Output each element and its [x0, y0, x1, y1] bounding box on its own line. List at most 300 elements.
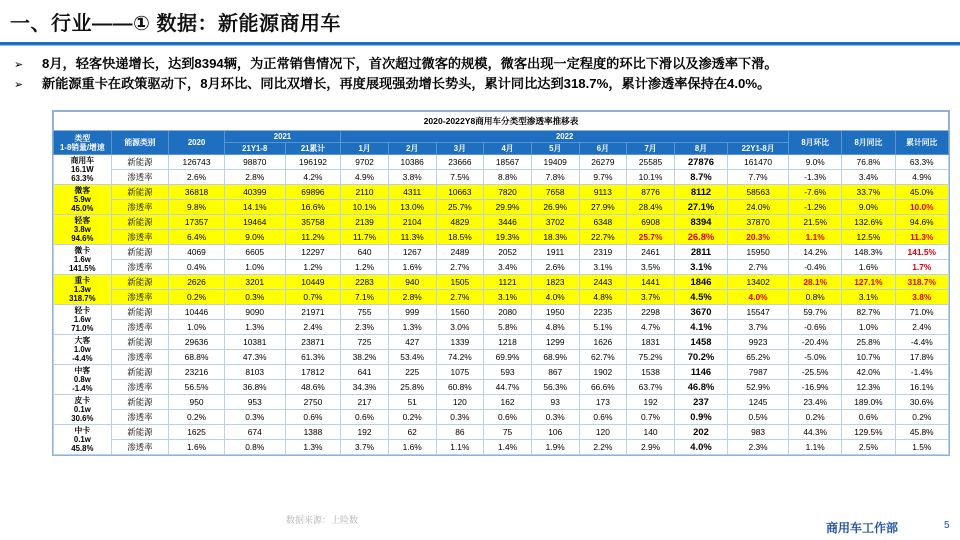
table-cell: 21971 — [285, 305, 340, 320]
table-cell: 2.4% — [285, 320, 340, 335]
table-cell: 25.8% — [842, 335, 895, 350]
table-row — [54, 185, 949, 200]
table-cell: 68.8% — [169, 350, 224, 365]
table-row — [54, 215, 949, 230]
table-cell: 953 — [224, 395, 285, 410]
table-cell: 70.2% — [674, 350, 727, 365]
table-cell: 1.6% — [388, 440, 436, 455]
table-cell: 141.5% — [895, 245, 948, 260]
table-cell: 25.7% — [627, 230, 675, 245]
table-cell: 17.8% — [895, 350, 948, 365]
table-cell: 38.2% — [341, 350, 389, 365]
table-cell: 0.6% — [484, 410, 532, 425]
table-cell: 47.3% — [224, 350, 285, 365]
bullet-text-1: 8月，轻客快递增长，达到8394辆，为正常销售情况下，首次超过微客的规模，微客出现一定程度的环比下滑以及渗透率下滑。 — [42, 56, 778, 71]
header-2022: 2022 — [341, 131, 789, 143]
table-cell: 14.1% — [224, 200, 285, 215]
page-title: 一、行业——① 数据：新能源商用车 — [10, 13, 341, 35]
table-cell: -0.6% — [789, 320, 842, 335]
table-cell: 1.1% — [436, 440, 484, 455]
table-cell: 2.6% — [169, 170, 224, 185]
table-cell: 2139 — [341, 215, 389, 230]
table-cell: 4829 — [436, 215, 484, 230]
table-cell: 7.1% — [341, 290, 389, 305]
table-cell: -7.6% — [789, 185, 842, 200]
table-cell: 674 — [224, 425, 285, 440]
table-cell: 15950 — [728, 245, 789, 260]
table-cell: 10.7% — [842, 350, 895, 365]
table-cell: 9113 — [579, 185, 627, 200]
table-cell: 1.4% — [484, 440, 532, 455]
table-cell: 40399 — [224, 185, 285, 200]
table-cell: 4.0% — [531, 290, 579, 305]
row-energy-label: 渗透率 — [111, 230, 169, 245]
table-cell: 4.7% — [627, 320, 675, 335]
table-caption: 2020-2022Y8商用车分类型渗透率推移表 — [54, 112, 949, 131]
table-cell: 9.7% — [579, 170, 627, 185]
table-row — [54, 275, 949, 290]
data-source: 数据来源：上险数 — [286, 515, 359, 525]
table-cell: 11.2% — [285, 230, 340, 245]
table-cell: 6605 — [224, 245, 285, 260]
table-cell: 2319 — [579, 245, 627, 260]
row-energy-label: 渗透率 — [111, 440, 169, 455]
table-cell: -1.2% — [789, 200, 842, 215]
table-cell: 0.5% — [728, 410, 789, 425]
table-cell: 0.6% — [842, 410, 895, 425]
table-cell: 1121 — [484, 275, 532, 290]
table-cell: 1.9% — [531, 440, 579, 455]
table-cell: 1.3% — [285, 440, 340, 455]
table-cell: 75 — [484, 425, 532, 440]
table-cell: 19.3% — [484, 230, 532, 245]
table-cell: 237 — [674, 395, 727, 410]
table-row — [54, 440, 949, 455]
table-cell: 17357 — [169, 215, 224, 230]
table-cell: -20.4% — [789, 335, 842, 350]
table-cell: 1.1% — [789, 230, 842, 245]
table-cell: 5.1% — [579, 320, 627, 335]
row-energy-label: 新能源 — [111, 335, 169, 350]
table-cell: 1.1% — [789, 440, 842, 455]
table-cell: 29636 — [169, 335, 224, 350]
table-cell: 26.8% — [674, 230, 727, 245]
table-cell: 2.2% — [579, 440, 627, 455]
table-cell: 6348 — [579, 215, 627, 230]
table-cell: 3.7% — [341, 440, 389, 455]
table-cell: 42.0% — [842, 365, 895, 380]
table-cell: 58563 — [728, 185, 789, 200]
table-cell: 1339 — [436, 335, 484, 350]
table-cell: 10.0% — [895, 200, 948, 215]
table-cell: 75.2% — [627, 350, 675, 365]
header-type: 类型 1-8销量/增速 — [54, 131, 112, 155]
table-cell: 23871 — [285, 335, 340, 350]
table-cell: 28.1% — [789, 275, 842, 290]
table-cell: 2.9% — [627, 440, 675, 455]
table-cell: -16.9% — [789, 380, 842, 395]
table-cell: 1902 — [579, 365, 627, 380]
table-cell: 10446 — [169, 305, 224, 320]
table-cell: -0.4% — [789, 260, 842, 275]
table-cell: 3.1% — [484, 290, 532, 305]
table-cell: 4.8% — [579, 290, 627, 305]
bullet-item-2 — [14, 74, 778, 94]
table-cell: 2750 — [285, 395, 340, 410]
row-energy-label: 渗透率 — [111, 170, 169, 185]
table-cell: 9090 — [224, 305, 285, 320]
table-cell: 0.4% — [169, 260, 224, 275]
row-category: 轻客 3.8w 94.6% — [54, 215, 112, 245]
table-cell: 44.7% — [484, 380, 532, 395]
table-cell: 25.8% — [388, 380, 436, 395]
table-cell: 94.6% — [895, 215, 948, 230]
table-cell: 26279 — [579, 155, 627, 170]
table-cell: 0.6% — [579, 410, 627, 425]
table-cell: 1299 — [531, 335, 579, 350]
header-energy: 能源类别 — [111, 131, 169, 155]
row-energy-label: 渗透率 — [111, 200, 169, 215]
table-cell: 3.7% — [728, 320, 789, 335]
table-cell: 1.5% — [895, 440, 948, 455]
table-cell: 1.0% — [169, 320, 224, 335]
department-label: 商用车工作部 — [826, 521, 899, 535]
table-cell: 2.7% — [436, 260, 484, 275]
table-cell: 1626 — [579, 335, 627, 350]
table-cell: 161470 — [728, 155, 789, 170]
row-energy-label: 新能源 — [111, 305, 169, 320]
table-cell: 76.8% — [842, 155, 895, 170]
table-cell: 7.7% — [728, 170, 789, 185]
penetration-table — [52, 110, 950, 456]
table-cell: 62.7% — [579, 350, 627, 365]
table-cell: 10.1% — [627, 170, 675, 185]
header-sub-6: 5月 — [531, 143, 579, 155]
table-cell: 2.7% — [728, 260, 789, 275]
table-cell: 2443 — [579, 275, 627, 290]
table-cell: 0.3% — [531, 410, 579, 425]
table-cell: 3.8% — [895, 290, 948, 305]
table-cell: 3.4% — [842, 170, 895, 185]
table-cell: 196192 — [285, 155, 340, 170]
table-cell: 1505 — [436, 275, 484, 290]
table-cell: 0.2% — [895, 410, 948, 425]
table-cell: 4.5% — [674, 290, 727, 305]
table-cell: 2.7% — [436, 290, 484, 305]
table-cell: 18567 — [484, 155, 532, 170]
table-cell: 93 — [531, 395, 579, 410]
table-cell: 1.6% — [388, 260, 436, 275]
table-cell: 6908 — [627, 215, 675, 230]
table-cell: 7820 — [484, 185, 532, 200]
table-cell: 867 — [531, 365, 579, 380]
table-cell: 3.8% — [388, 170, 436, 185]
table-cell: 69896 — [285, 185, 340, 200]
table-cell: -5.0% — [789, 350, 842, 365]
table-cell: 45.0% — [895, 185, 948, 200]
table-cell: 27876 — [674, 155, 727, 170]
table-cell: 2.5% — [842, 440, 895, 455]
table-cell: 1388 — [285, 425, 340, 440]
table-cell: 1.7% — [895, 260, 948, 275]
table-cell: 217 — [341, 395, 389, 410]
table-row — [54, 320, 949, 335]
table-cell: 2811 — [674, 245, 727, 260]
table-cell: 2461 — [627, 245, 675, 260]
table-cell: 9.8% — [169, 200, 224, 215]
table-row — [54, 335, 949, 350]
table-cell: 4.8% — [531, 320, 579, 335]
header-yoy: 8月同比 — [842, 131, 895, 155]
table-cell: 3446 — [484, 215, 532, 230]
table-cell: 26.9% — [531, 200, 579, 215]
table-cell: 2298 — [627, 305, 675, 320]
row-energy-label: 新能源 — [111, 365, 169, 380]
table-cell: 140 — [627, 425, 675, 440]
table-cell: 22.7% — [579, 230, 627, 245]
table-cell: 23216 — [169, 365, 224, 380]
table-cell: 9702 — [341, 155, 389, 170]
table-cell: 3.1% — [674, 260, 727, 275]
table-cell: 640 — [341, 245, 389, 260]
table-cell: 1560 — [436, 305, 484, 320]
table-row — [54, 260, 949, 275]
table-cell: 0.2% — [388, 410, 436, 425]
row-category: 微客 5.9w 45.0% — [54, 185, 112, 215]
table-row — [54, 425, 949, 440]
table-row — [54, 350, 949, 365]
header-sub-10: 22Y1-8月 — [728, 143, 789, 155]
table-cell: 0.3% — [224, 290, 285, 305]
table-cell: 1823 — [531, 275, 579, 290]
table-cell: 0.2% — [789, 410, 842, 425]
table-cell: 19409 — [531, 155, 579, 170]
table-cell: 593 — [484, 365, 532, 380]
table-cell: 17812 — [285, 365, 340, 380]
table-cell: 45.8% — [895, 425, 948, 440]
table-cell: 120 — [436, 395, 484, 410]
table-cell: -1.4% — [895, 365, 948, 380]
table-cell: 132.6% — [842, 215, 895, 230]
table-cell: 28.4% — [627, 200, 675, 215]
table-cell: 13.0% — [388, 200, 436, 215]
table-cell: 7987 — [728, 365, 789, 380]
table-cell: 30.6% — [895, 395, 948, 410]
table-cell: 0.8% — [789, 290, 842, 305]
table-cell: 8.8% — [484, 170, 532, 185]
table-cell: 1267 — [388, 245, 436, 260]
title-underline-shadow — [0, 45, 960, 46]
table-cell: 8103 — [224, 365, 285, 380]
table-cell: 1.0% — [842, 320, 895, 335]
table-row — [54, 200, 949, 215]
table-cell: 59.7% — [789, 305, 842, 320]
table-cell: 2235 — [579, 305, 627, 320]
table-cell: 2080 — [484, 305, 532, 320]
header-sub-2: 1月 — [341, 143, 389, 155]
table-cell: 3702 — [531, 215, 579, 230]
table-cell: 3.7% — [627, 290, 675, 305]
row-category: 商用车 16.1W 63.3% — [54, 155, 112, 185]
header-2020: 2020 — [169, 131, 224, 155]
row-energy-label: 渗透率 — [111, 320, 169, 335]
row-energy-label: 渗透率 — [111, 380, 169, 395]
table-cell: 18.3% — [531, 230, 579, 245]
table-cell: 13402 — [728, 275, 789, 290]
table-cell: 27.1% — [674, 200, 727, 215]
table-cell: 10386 — [388, 155, 436, 170]
bullet-item-1 — [14, 54, 778, 74]
table-cell: 2489 — [436, 245, 484, 260]
table-cell: 4.1% — [674, 320, 727, 335]
table-cell: 9.0% — [224, 230, 285, 245]
table-cell: 1625 — [169, 425, 224, 440]
table-cell: 56.3% — [531, 380, 579, 395]
table-cell: 2110 — [341, 185, 389, 200]
table-cell: 8394 — [674, 215, 727, 230]
arrow-bullet-icon: ➢ — [14, 79, 24, 91]
table-row — [54, 305, 949, 320]
table-cell: 2.4% — [895, 320, 948, 335]
table-cell: 10663 — [436, 185, 484, 200]
table-cell: 0.7% — [627, 410, 675, 425]
table-cell: 1950 — [531, 305, 579, 320]
row-energy-label: 新能源 — [111, 155, 169, 170]
table-cell: 7.5% — [436, 170, 484, 185]
table-cell: 48.6% — [285, 380, 340, 395]
table-cell: 53.4% — [388, 350, 436, 365]
table-cell: 1.6% — [169, 440, 224, 455]
table-cell: 36.8% — [224, 380, 285, 395]
table-cell: 189.0% — [842, 395, 895, 410]
table-cell: 51 — [388, 395, 436, 410]
row-category: 轻卡 1.6w 71.0% — [54, 305, 112, 335]
table-cell: 192 — [627, 395, 675, 410]
row-energy-label: 新能源 — [111, 185, 169, 200]
table-cell: 983 — [728, 425, 789, 440]
table-cell: 148.3% — [842, 245, 895, 260]
table-row — [54, 245, 949, 260]
table-cell: 69.9% — [484, 350, 532, 365]
table-cell: 1846 — [674, 275, 727, 290]
table-cell: 68.9% — [531, 350, 579, 365]
table-cell: 1458 — [674, 335, 727, 350]
table-cell: 641 — [341, 365, 389, 380]
table-cell: 1538 — [627, 365, 675, 380]
table-cell: 46.8% — [674, 380, 727, 395]
header-sub-3: 2月 — [388, 143, 436, 155]
table-cell: 37870 — [728, 215, 789, 230]
table-cell: 24.0% — [728, 200, 789, 215]
table-cell: 1.6% — [842, 260, 895, 275]
table-cell: 9923 — [728, 335, 789, 350]
table-cell: 2.8% — [224, 170, 285, 185]
table-cell: 65.2% — [728, 350, 789, 365]
table-cell: 44.3% — [789, 425, 842, 440]
table-cell: 66.6% — [579, 380, 627, 395]
table-cell: 129.5% — [842, 425, 895, 440]
header-sub-1: 21累计 — [285, 143, 340, 155]
table-cell: 2.3% — [728, 440, 789, 455]
table-cell: 21.5% — [789, 215, 842, 230]
table-cell: 2104 — [388, 215, 436, 230]
table-cell: 0.3% — [436, 410, 484, 425]
row-category: 皮卡 0.1w 30.6% — [54, 395, 112, 425]
table-cell: 34.3% — [341, 380, 389, 395]
table-cell: 3.1% — [842, 290, 895, 305]
table-cell: 98870 — [224, 155, 285, 170]
table-cell: 2052 — [484, 245, 532, 260]
table-cell: 12297 — [285, 245, 340, 260]
table-cell: 127.1% — [842, 275, 895, 290]
table-cell: 8776 — [627, 185, 675, 200]
table-cell: 318.7% — [895, 275, 948, 290]
table-cell: 3.5% — [627, 260, 675, 275]
table-cell: 2.3% — [341, 320, 389, 335]
table-cell: 20.3% — [728, 230, 789, 245]
table-cell: 4069 — [169, 245, 224, 260]
table-cell: 56.5% — [169, 380, 224, 395]
row-energy-label: 新能源 — [111, 275, 169, 290]
header-sub-0: 21Y1-8 — [224, 143, 285, 155]
table-cell: 74.2% — [436, 350, 484, 365]
row-category: 重卡 1.3w 318.7% — [54, 275, 112, 305]
table-cell: 10381 — [224, 335, 285, 350]
table-cell: 8.7% — [674, 170, 727, 185]
table-cell: 60.8% — [436, 380, 484, 395]
table-cell: 33.7% — [842, 185, 895, 200]
table-cell: 52.9% — [728, 380, 789, 395]
bullet-list — [14, 54, 778, 94]
table-cell: 4.9% — [895, 170, 948, 185]
table-cell: 999 — [388, 305, 436, 320]
table-cell: 9.0% — [789, 155, 842, 170]
table-cell: 63.3% — [895, 155, 948, 170]
table-row — [54, 170, 949, 185]
table-cell: 29.9% — [484, 200, 532, 215]
row-category: 大客 1.0w -4.4% — [54, 335, 112, 365]
table-cell: 2626 — [169, 275, 224, 290]
row-category: 中卡 0.1w 45.8% — [54, 425, 112, 455]
table-cell: -1.3% — [789, 170, 842, 185]
table-cell: 5.8% — [484, 320, 532, 335]
table-cell: 1.2% — [285, 260, 340, 275]
header-2021: 2021 — [224, 131, 340, 143]
row-energy-label: 渗透率 — [111, 260, 169, 275]
header-sub-8: 7月 — [627, 143, 675, 155]
row-category: 微卡 1.6w 141.5% — [54, 245, 112, 275]
table-row — [54, 365, 949, 380]
table-cell: 4.2% — [285, 170, 340, 185]
row-energy-label: 渗透率 — [111, 350, 169, 365]
table-cell: -25.5% — [789, 365, 842, 380]
table-cell: 19464 — [224, 215, 285, 230]
header-mom: 8月环比 — [789, 131, 842, 155]
table-cell: 12.3% — [842, 380, 895, 395]
table-cell: 0.7% — [285, 290, 340, 305]
table-cell: 3670 — [674, 305, 727, 320]
table-cell: 120 — [579, 425, 627, 440]
table-cell: 2283 — [341, 275, 389, 290]
table-cell: 11.3% — [895, 230, 948, 245]
table-cell: 162 — [484, 395, 532, 410]
table-cell: 25.7% — [436, 200, 484, 215]
table-cell: 106 — [531, 425, 579, 440]
table-cell: 3.4% — [484, 260, 532, 275]
header-sub-5: 4月 — [484, 143, 532, 155]
table-cell: 15547 — [728, 305, 789, 320]
row-energy-label: 新能源 — [111, 395, 169, 410]
